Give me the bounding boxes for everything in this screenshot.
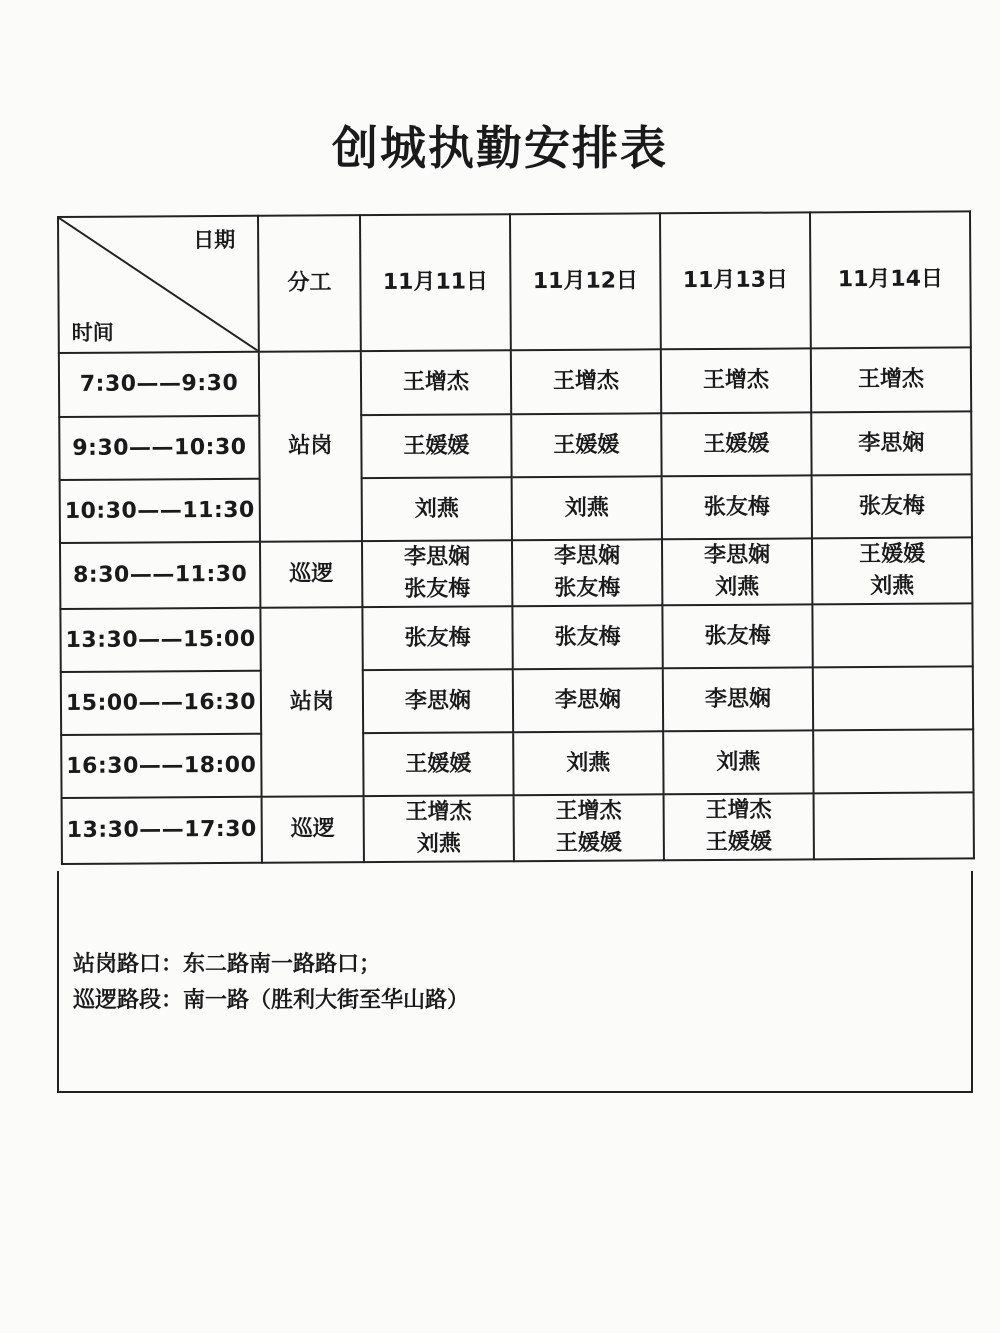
date-axis-label: 日期 [193,227,236,253]
person-name: 王媛媛 [405,751,472,777]
person-name: 刘燕 [564,495,609,521]
assignment-cell [812,603,972,667]
time-slot-cell: 13:30——15:00 [60,608,260,672]
date-header: 11月12日 [510,213,661,350]
schedule-row [60,537,972,609]
notes-box [57,871,973,1093]
person-name: 张友梅 [554,575,621,601]
person-name: 王增杰 [405,799,472,825]
person-name: 张友梅 [704,623,771,649]
person-name: 王增杰 [552,368,620,395]
assignment-cell [364,795,514,862]
person-name: 李思娴 [554,687,622,713]
schedule-row [59,347,971,417]
person-name: 王增杰 [402,369,470,395]
person-name: 刘燕 [715,574,760,600]
date-header: 11月14日 [810,211,971,348]
assignment-cell [814,792,974,859]
assignment-cell [512,605,662,669]
corner-header-cell [58,216,259,353]
assignment-cell [514,794,664,861]
duty-type-cell: 站岗 [260,607,363,797]
person-name: 王媛媛 [403,433,470,459]
assignment-cell [511,413,661,477]
assignment-cell [513,668,663,732]
person-name: 刘燕 [870,573,915,600]
assignment-cell [813,666,973,730]
person-name: 王增杰 [705,797,772,824]
patrol-route-note: 巡逻路段：南一路（胜利大街至华山路） [73,988,470,1013]
duty-type-cell: 巡逻 [260,541,362,608]
schedule-row [62,792,974,864]
person-name: 王媛媛 [858,541,926,568]
station-location-note: 站岗路口：东二路南一路路口； [73,952,382,977]
person-name: 张友梅 [404,576,471,602]
assignment-cell [361,414,511,478]
assignment-cell [813,729,973,793]
time-slot-cell: 13:30——17:30 [62,797,262,864]
schedule-row [60,603,972,672]
person-name: 王媛媛 [705,829,772,856]
assignment-cell [362,477,512,541]
duty-schedule-table [57,210,975,865]
assignment-cell [812,474,972,538]
time-slot-cell: 7:30——9:30 [59,352,259,417]
person-name: 王媛媛 [553,432,620,458]
duty-column-header: 分工 [258,215,361,352]
assignment-cell [662,475,812,539]
person-name: 李思娴 [703,542,771,569]
time-slot-cell: 15:00——16:30 [61,671,261,735]
assignment-cell [663,667,813,731]
person-name: 刘燕 [716,749,761,775]
schedule-body [59,347,974,864]
date-header: 11月13日 [660,212,811,349]
schedule-row [61,729,973,798]
person-name: 李思娴 [704,686,772,712]
person-name: 张友梅 [858,493,925,519]
time-slot-cell: 9:30——10:30 [59,416,259,480]
person-name: 李思娴 [404,544,471,570]
person-name: 刘燕 [566,750,611,776]
person-name: 张友梅 [554,624,621,650]
assignment-cell [662,604,812,668]
page-title: 创城执勤安排表 [332,121,668,175]
assignment-cell [513,731,663,795]
date-header: 11月11日 [360,214,511,351]
assignment-cell [662,538,812,605]
assignment-cell [661,348,811,413]
assignment-cell [363,732,513,796]
person-name: 王增杰 [857,366,925,393]
assignment-cell [362,540,512,607]
header-row [58,211,971,353]
person-name: 王媛媛 [555,830,622,856]
person-name: 王增杰 [555,798,622,825]
assignment-cell [664,793,814,860]
person-name: 张友梅 [404,625,471,651]
time-slot-cell: 10:30——11:30 [60,479,260,543]
assignment-cell [361,350,511,415]
person-name: 刘燕 [416,831,461,857]
schedule-row [60,474,972,543]
assignment-cell [812,537,972,604]
duty-type-cell: 站岗 [259,351,362,542]
person-name: 李思娴 [404,688,472,714]
person-name: 李思娴 [553,543,621,570]
person-name: 李思娴 [858,430,925,456]
assignment-cell [663,730,813,794]
assignment-cell [512,476,662,540]
assignment-cell [363,669,513,733]
assignment-cell [511,349,661,414]
person-name: 王增杰 [702,367,770,394]
time-slot-cell: 16:30——18:00 [61,734,261,798]
assignment-cell [811,347,971,412]
person-name: 王媛媛 [703,431,770,457]
time-axis-label: 时间 [71,320,114,345]
time-slot-cell: 8:30——11:30 [60,542,260,609]
assignment-cell [512,539,662,606]
schedule-row [61,666,973,735]
assignment-cell [362,606,512,670]
assignment-cell [661,412,811,476]
person-name: 刘燕 [414,496,459,522]
person-name: 张友梅 [703,494,770,520]
assignment-cell [811,411,971,475]
schedule-row [59,411,971,480]
duty-type-cell: 巡逻 [262,796,364,863]
